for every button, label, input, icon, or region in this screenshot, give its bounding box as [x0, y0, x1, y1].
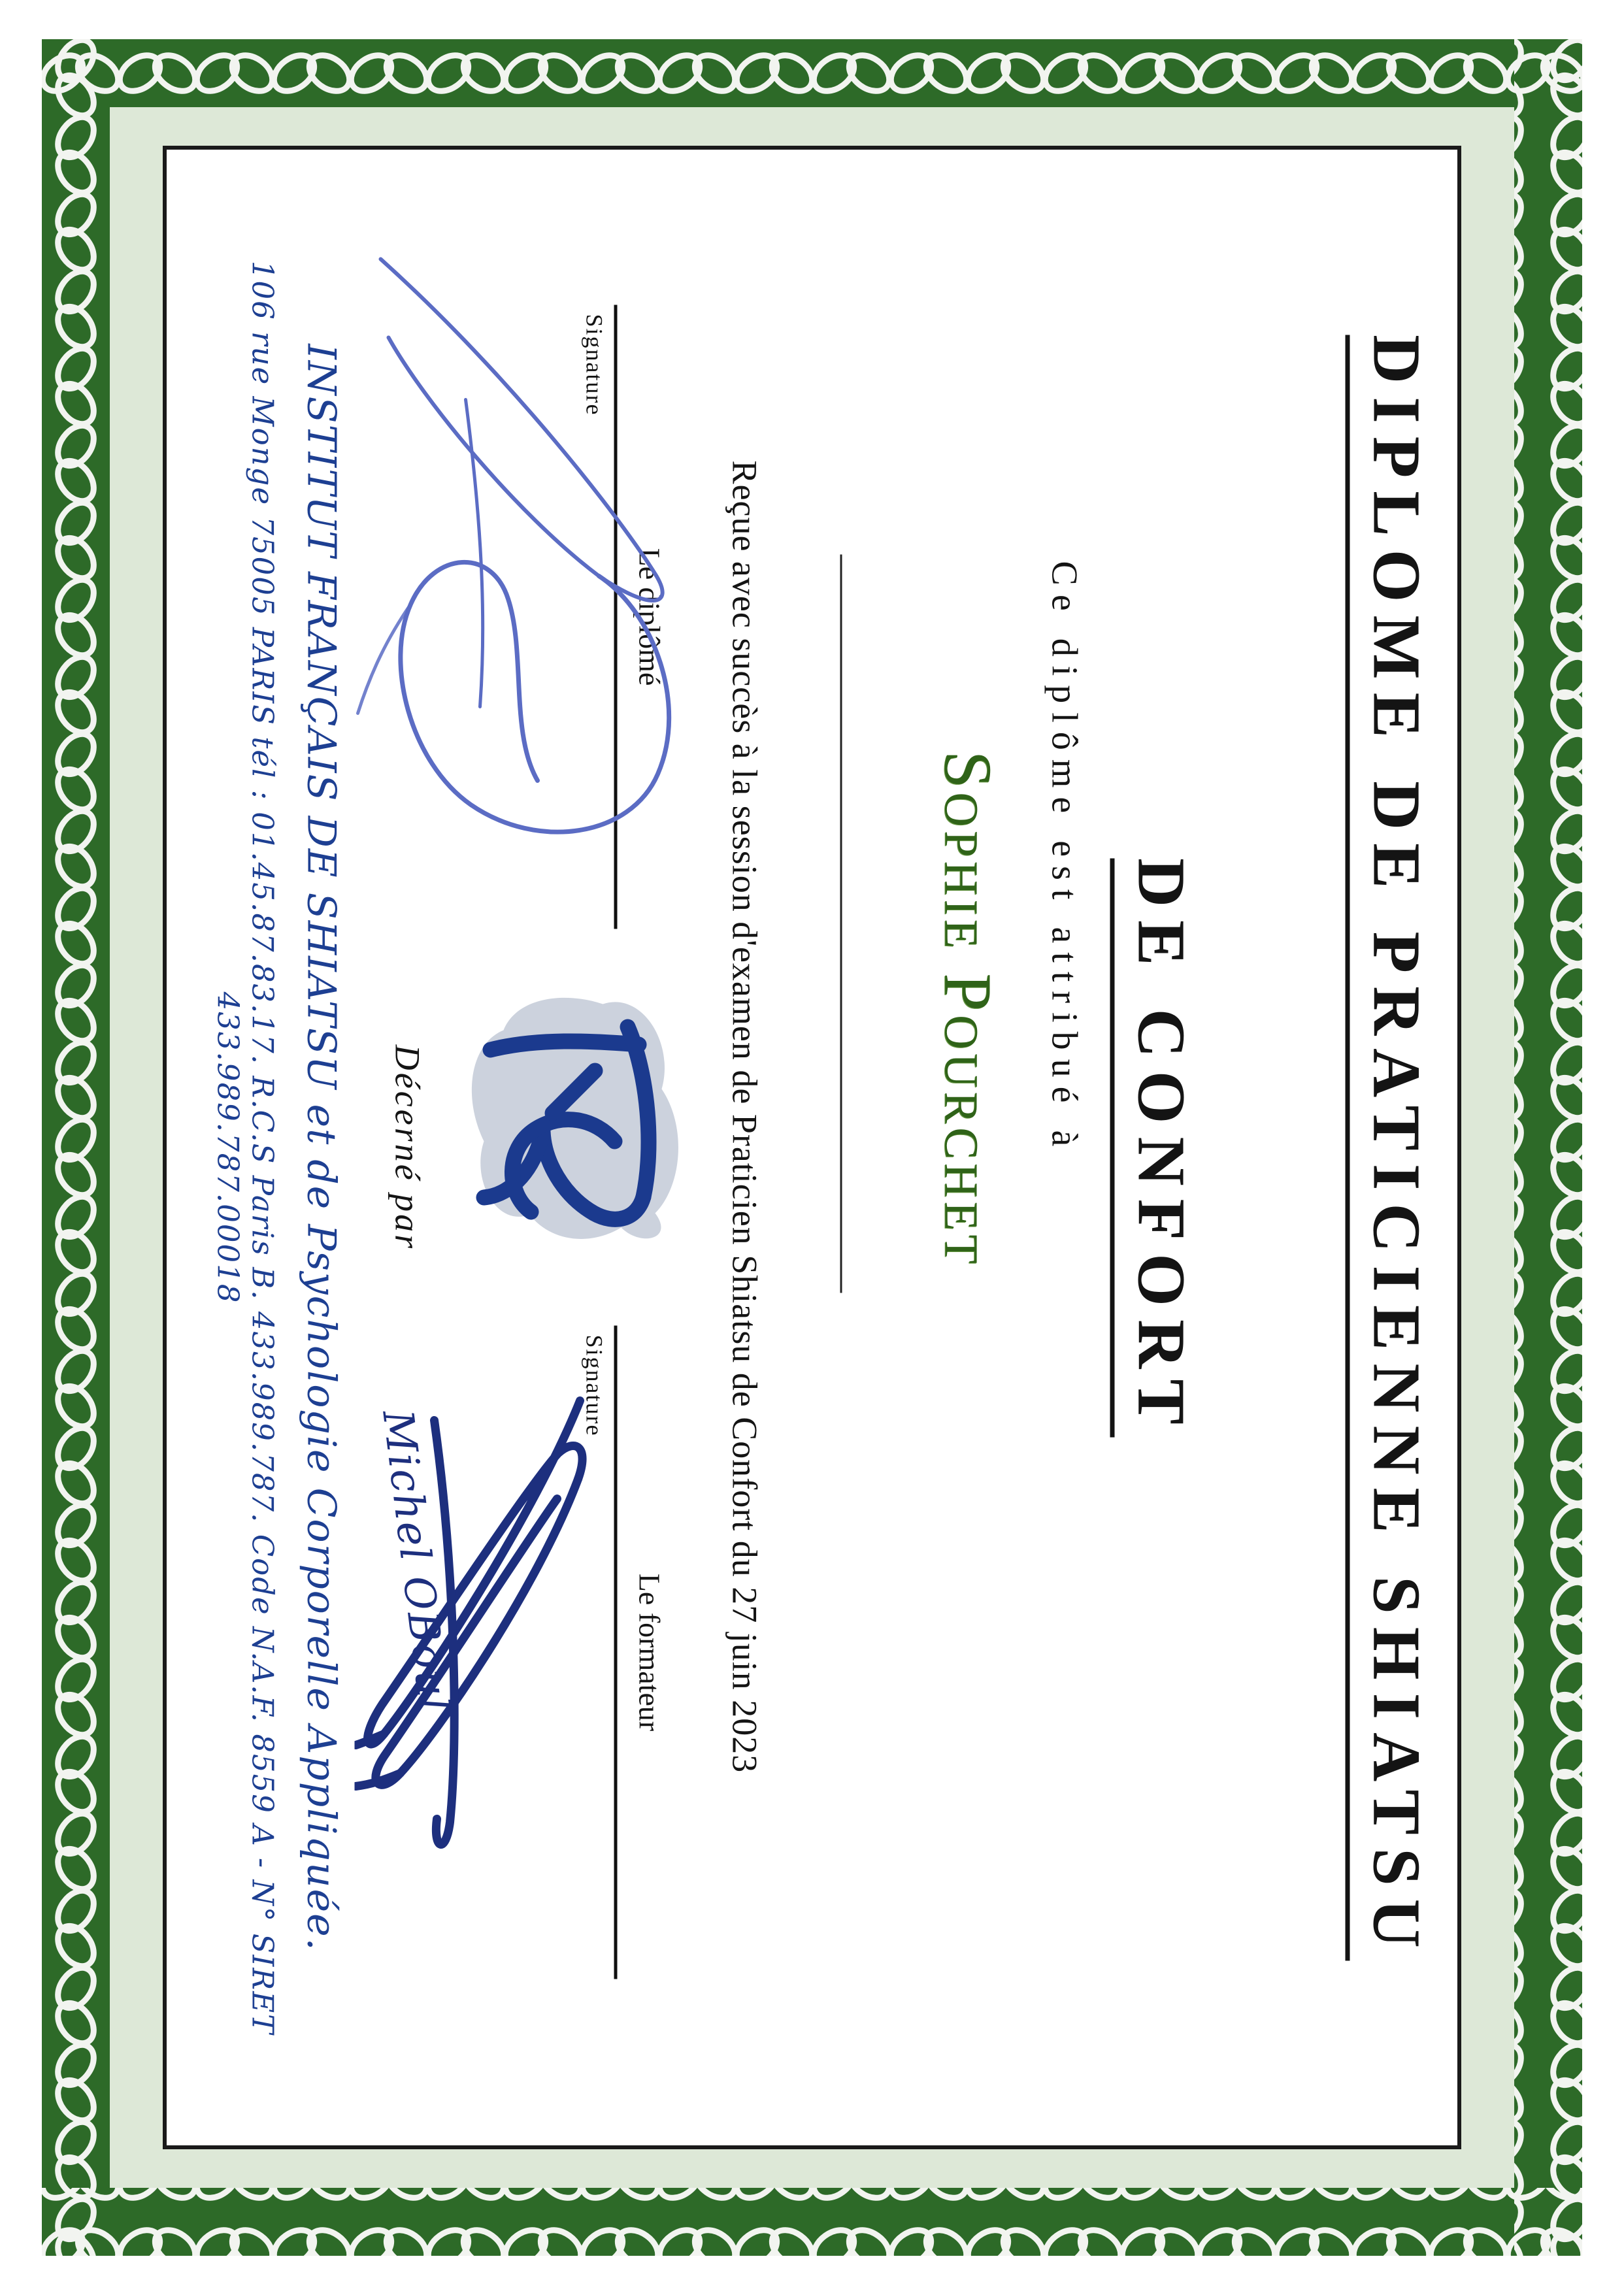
- trainer-handwritten-name: Michel OBoul: [373, 1407, 458, 1715]
- attribution-line: Ce diplôme est attribué à: [1044, 561, 1085, 1156]
- trainer-signature-caption: Signature: [581, 1334, 608, 1437]
- trainer-label: Le formateur: [633, 1573, 667, 1732]
- graduate-signature-caption: Signature: [581, 314, 608, 416]
- certificate-title-line2: DE CONFORT: [1110, 148, 1201, 2148]
- ink-stamp-graphic: [459, 965, 701, 1253]
- result-line: Reçue avec succès à la session d'examen de Praticien Shiatsu de Confort du 27 juin 2023: [725, 460, 765, 1774]
- certificate-title-line1: DIPLOME DE PRATICIENNE SHIATSU: [1346, 148, 1436, 2148]
- recipient-name-underline: [840, 555, 842, 1293]
- institute-name-line: INSTITUT FRANÇAIS DE SHIATSU et de Psychologie Corporelle Appliquée.: [298, 344, 344, 1952]
- certificate-content-rotated: [165, 148, 1459, 2148]
- graduate-label: Le diplômé: [633, 548, 667, 686]
- institute-address-line: 106 rue Monge 75005 PARIS tél : 01.45.87.83.17. R.C.S Paris B. 433.989.787. Code N.A.F. 8559 A - N° SIRET 433.989.787.00018: [210, 260, 280, 2036]
- recipient-name: Sophie Pourchet: [930, 750, 1006, 1268]
- issuer-label: Décerné par: [388, 1044, 427, 1251]
